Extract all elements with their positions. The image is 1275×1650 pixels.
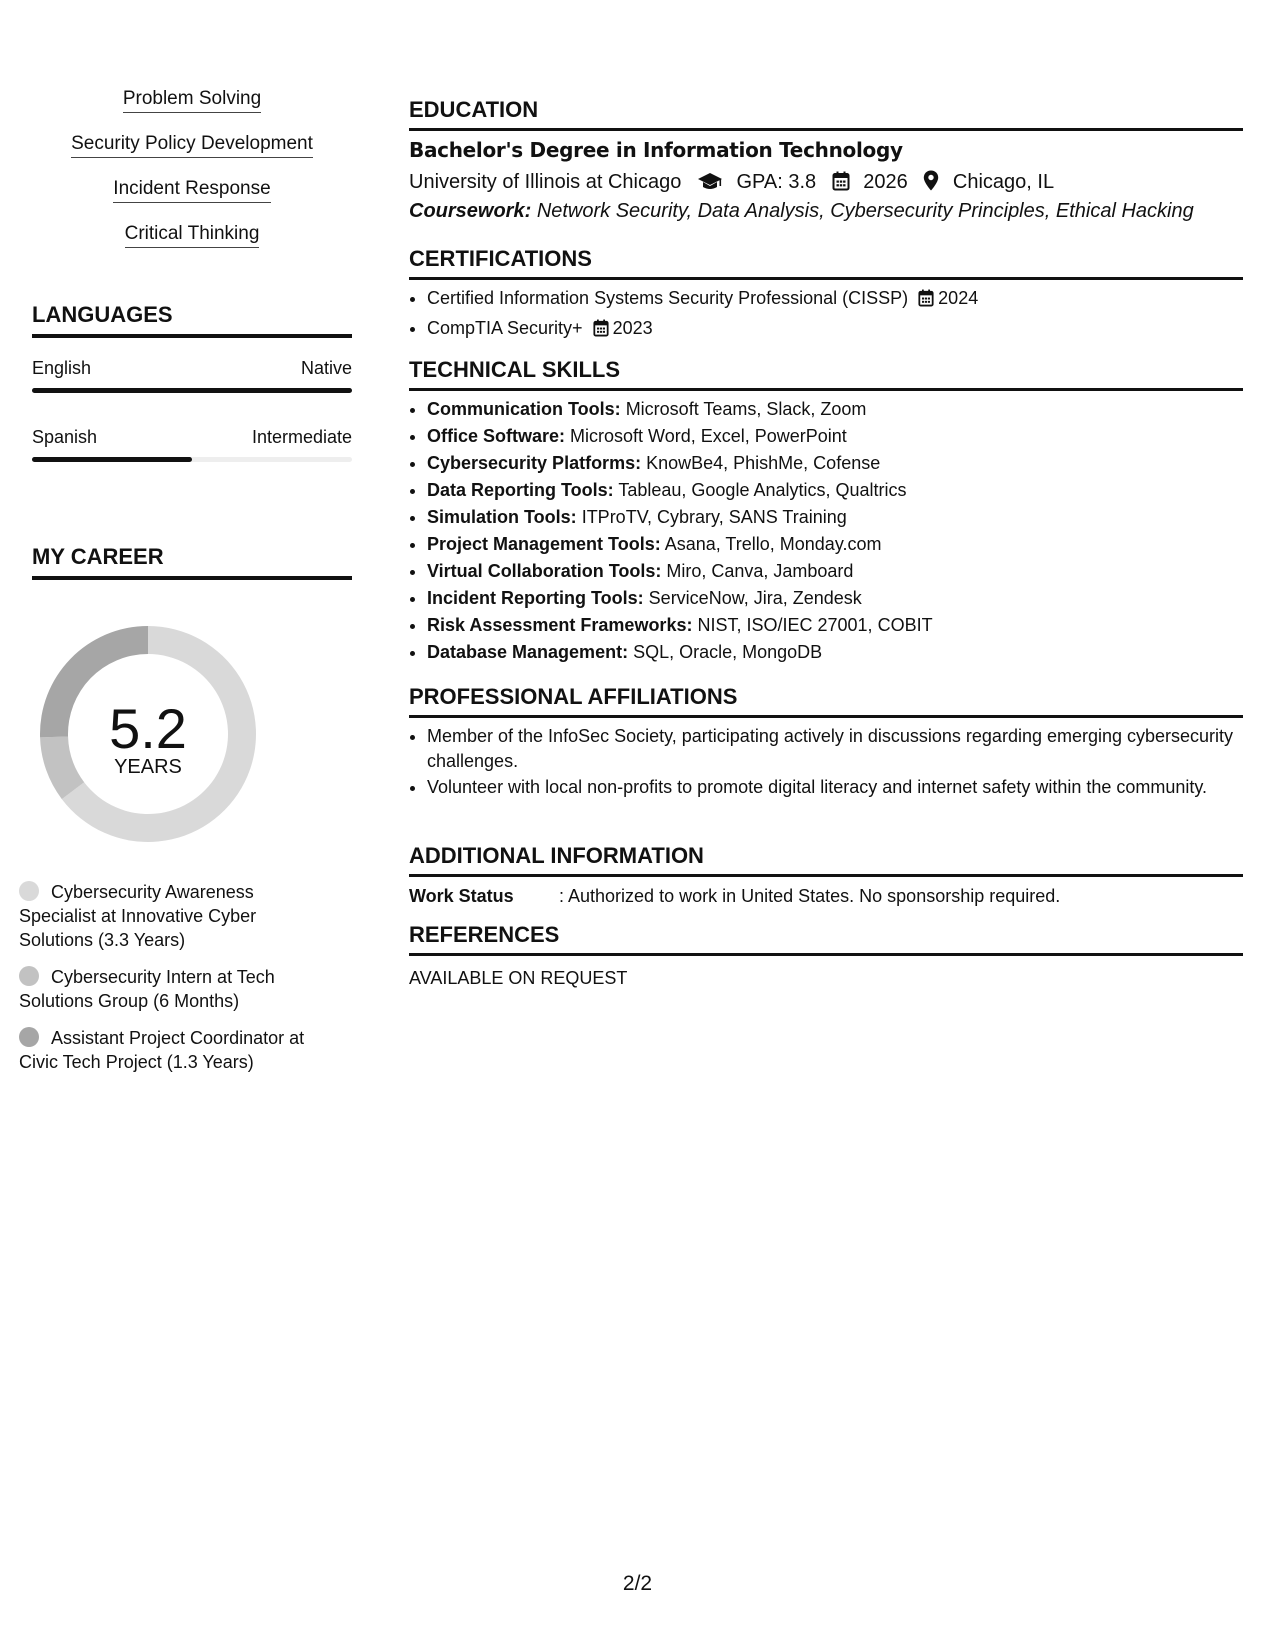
affiliations-list [409, 724, 1243, 801]
coursework [409, 200, 1194, 223]
legend-dot [19, 966, 39, 986]
language-level: Native [300, 358, 352, 378]
list-item: • Cybersecurity Platforms: KnowBe4, PhishMe, Cofense [427, 450, 1243, 477]
map-pin-icon [923, 170, 939, 197]
certifications-list [409, 285, 1243, 345]
languages-heading: LANGUAGES [32, 302, 352, 338]
skill-item[interactable]: Incident Response [32, 178, 352, 203]
calendar-icon [832, 171, 850, 197]
list-item: • Member of the InfoSec Society, participating actively in discussions regarding emerging cybersecurity challenges. [427, 724, 1243, 774]
career-legend-item: Assistant Project Coordinator at Civic Tech Project (1.3 Years) [19, 1028, 305, 1072]
certifications-heading: CERTIFICATIONS [409, 246, 1243, 280]
list-item: • Virtual Collaboration Tools: Miro, Canva, Jamboard [427, 558, 1243, 585]
work-status-value: : Authorized to work in United States. No sponsorship required. [559, 886, 1061, 906]
list-item: • Data Reporting Tools: Tableau, Google Analytics, Qualtrics [427, 477, 1243, 504]
additional-info-heading: ADDITIONAL INFORMATION [409, 843, 1243, 877]
school-name: University of Illinois at Chicago [409, 171, 682, 193]
list-item: • Database Management: SQL, Oracle, MongoDB [427, 639, 1243, 666]
list-item: • Incident Reporting Tools: ServiceNow, Jira, Zendesk [427, 585, 1243, 612]
language-bar [32, 388, 352, 393]
career-legend [19, 880, 319, 1087]
references-heading: REFERENCES [409, 922, 1243, 956]
cert-year: 2024 [938, 288, 979, 308]
list-item: • Volunteer with local non-profits to promote digital literacy and internet safety within the community. [427, 775, 1243, 800]
career-total-unit: YEARS [114, 756, 182, 778]
page-number: 2/2 [622, 1572, 653, 1595]
technical-skills-list [409, 396, 1243, 666]
list-item: • CompTIA Security+ 2023 [427, 315, 1243, 345]
list-item: • Project Management Tools: Asana, Trello, Monday.com [427, 531, 1243, 558]
education-location: Chicago, IL [952, 171, 1055, 193]
cert-year: 2023 [612, 318, 653, 338]
language-level: Intermediate [251, 427, 352, 447]
graduation-year: 2026 [863, 171, 908, 193]
language-name: English [32, 358, 92, 378]
career-legend-item: Cybersecurity Intern at Tech Solutions Group (6 Months) [19, 967, 275, 1011]
coursework-list: Network Security, Data Analysis, Cybersecurity Principles, Ethical Hacking [536, 200, 1194, 222]
list-item: • Risk Assessment Frameworks: NIST, ISO/IEC 27001, COBIT [427, 612, 1243, 639]
skill-item[interactable]: Security Policy Development [32, 133, 352, 158]
career-heading: MY CAREER [32, 544, 352, 580]
language-bar [32, 457, 352, 462]
skill-item[interactable]: Problem Solving [32, 88, 352, 113]
skill-item[interactable]: Critical Thinking [32, 223, 352, 248]
career-donut-chart [32, 618, 264, 850]
language-name: Spanish [32, 427, 98, 447]
career-total-years: 5.2 [109, 697, 187, 760]
education-heading: EDUCATION [409, 97, 1243, 131]
work-status [409, 886, 1060, 907]
work-status-label: Work Status [409, 886, 514, 906]
calendar-icon [593, 318, 609, 345]
language-bar-fill [32, 388, 352, 393]
references-text: AVAILABLE ON REQUEST [409, 968, 628, 988]
gpa: GPA: 3.8 [736, 171, 817, 193]
graduation-cap-icon [697, 171, 723, 197]
legend-dot [19, 881, 39, 901]
list-item: • Communication Tools: Microsoft Teams, Slack, Zoom [427, 396, 1243, 423]
affiliations-heading: PROFESSIONAL AFFILIATIONS [409, 684, 1243, 718]
language-bar-fill [32, 457, 192, 462]
legend-dot [19, 1027, 39, 1047]
career-legend-item: Cybersecurity Awareness Specialist at Innovative Cyber Solutions (3.3 Years) [19, 882, 257, 950]
calendar-icon [918, 288, 934, 315]
coursework-label: Coursework: [409, 200, 532, 222]
degree-title: Bachelor's Degree in Information Technology [409, 138, 903, 162]
technical-skills-heading: TECHNICAL SKILLS [409, 357, 1243, 391]
list-item: • Simulation Tools: ITProTV, Cybrary, SANS Training [427, 504, 1243, 531]
education-meta [409, 170, 1054, 197]
list-item: • Certified Information Systems Security Professional (CISSP) 2024 [427, 285, 1243, 315]
list-item: • Office Software: Microsoft Word, Excel, PowerPoint [427, 423, 1243, 450]
